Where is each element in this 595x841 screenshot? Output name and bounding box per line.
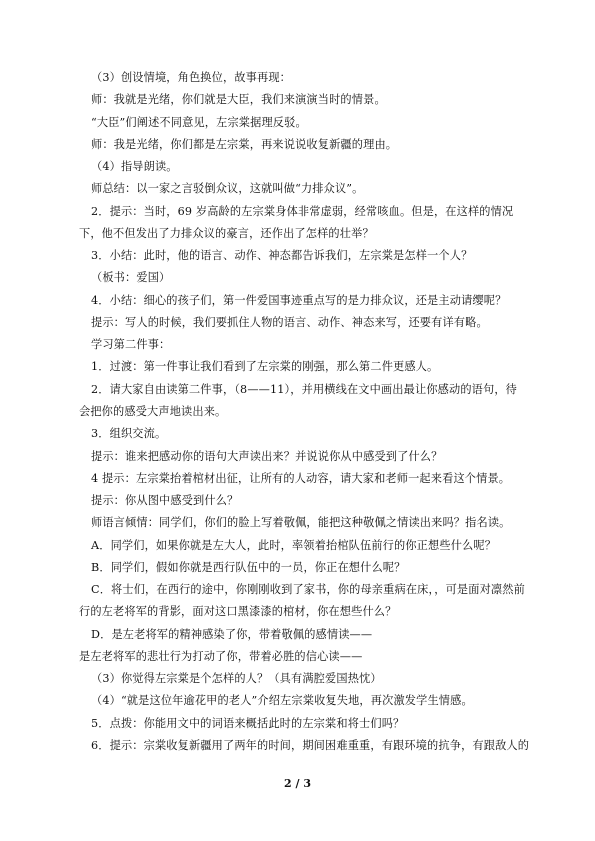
- text-line: 是左老将军的悲壮行为打动了你，带着必胜的信心读——: [79, 650, 363, 663]
- text-line: 1．过渡：第一件事让我们看到了左宗棠的刚强，那么第二件更感人。: [91, 360, 439, 373]
- text-line: 提示：谁来把感动你的语句大声读出来？并说说你从中感受到了什么？: [91, 450, 443, 463]
- text-line: 师：我就是光绪，你们就是大臣，我们来演演当时的情景。: [91, 93, 386, 106]
- text-line: C．将士们，在西行的途中，你刚刚收到了家书，你的母亲重病在床，，可是面对凛然前: [91, 583, 525, 596]
- text-line: 行的左老将军的背影，面对这口黑漆漆的棺材，你在想些什么？: [79, 605, 397, 618]
- text-line: （4）“就是这位年逾花甲的老人”介绍左宗棠收复失地，再次激发学生情感。: [91, 694, 473, 707]
- text-line: （4）指导朗读。: [91, 160, 178, 173]
- text-line: 2．请大家自由读第二件事，（8——11），并用横线在文中画出最让你感动的语句，待: [91, 383, 518, 396]
- text-line: 师：我是光绪，你们都是左宗棠，再来说说收复新疆的理由。: [91, 138, 398, 151]
- text-line: 提示：你从图中感受到什么？: [91, 494, 239, 507]
- text-line: A．同学们，如果你就是左大人，此时，率领着抬棺队伍前行的你正想些什么呢？: [91, 539, 497, 552]
- page-number: 2 / 3: [284, 777, 311, 790]
- text-line: 下，他不但发出了力排众议的豪言，还作出了怎样的壮举？: [79, 227, 374, 240]
- text-line: （3）创设情境，角色换位，故事再现：: [91, 71, 292, 84]
- text-line: “大臣”们阐述不同意见，左宗棠据理反驳。: [91, 116, 307, 129]
- text-line: 师语言倾情：同学们，你们的脸上写着敬佩，能把这种敬佩之情读出来吗？指名读。: [91, 516, 511, 529]
- text-line: 4 提示：左宗棠抬着棺材出征，让所有的人动容，请大家和老师一起来看这个情景。: [91, 472, 511, 485]
- text-line: 会把你的感受大声地读出来。: [79, 405, 227, 418]
- text-line: （3）你觉得左宗棠是个怎样的人？（具有满腔爱国热忱）: [91, 672, 382, 685]
- text-line: 提示：写人的时候，我们要抓住人物的语言、动作、神态来写，还要有详有略。: [91, 316, 488, 329]
- text-line: 师总结：以一家之言驳倒众议，这就叫做“力排众议”。: [91, 182, 364, 195]
- text-line: 3．小结：此时，他的语言、动作、神态都告诉我们，左宗棠是怎样一个人？: [91, 249, 473, 262]
- text-line: D．是左老将军的精神感染了你，带着敬佩的感情读——: [91, 628, 373, 641]
- text-line: （板书：爱国）: [91, 271, 171, 284]
- text-line: 2．提示：当时，69 岁高龄的左宗棠身体非常虚弱，经常咳血。但是，在这样的情况: [91, 205, 514, 218]
- text-line: 3．组织交流。: [91, 427, 167, 440]
- text-line: 4．小结：细心的孩子们，第一件爱国事迹重点写的是力排众议，还是主动请缨呢？: [91, 294, 507, 307]
- text-line: 5．点拨：你能用文中的词语来概括此时的左宗棠和将士们吗？: [91, 717, 405, 730]
- text-line: B．同学们，假如你就是西行队伍中的一员，你正在想什么呢？: [91, 561, 406, 574]
- text-line: 学习第二件事：: [91, 338, 171, 351]
- text-line: 6．提示：宗棠收复新疆用了两年的时间，期间困难重重，有跟环境的抗争，有跟敌人的: [91, 739, 530, 752]
